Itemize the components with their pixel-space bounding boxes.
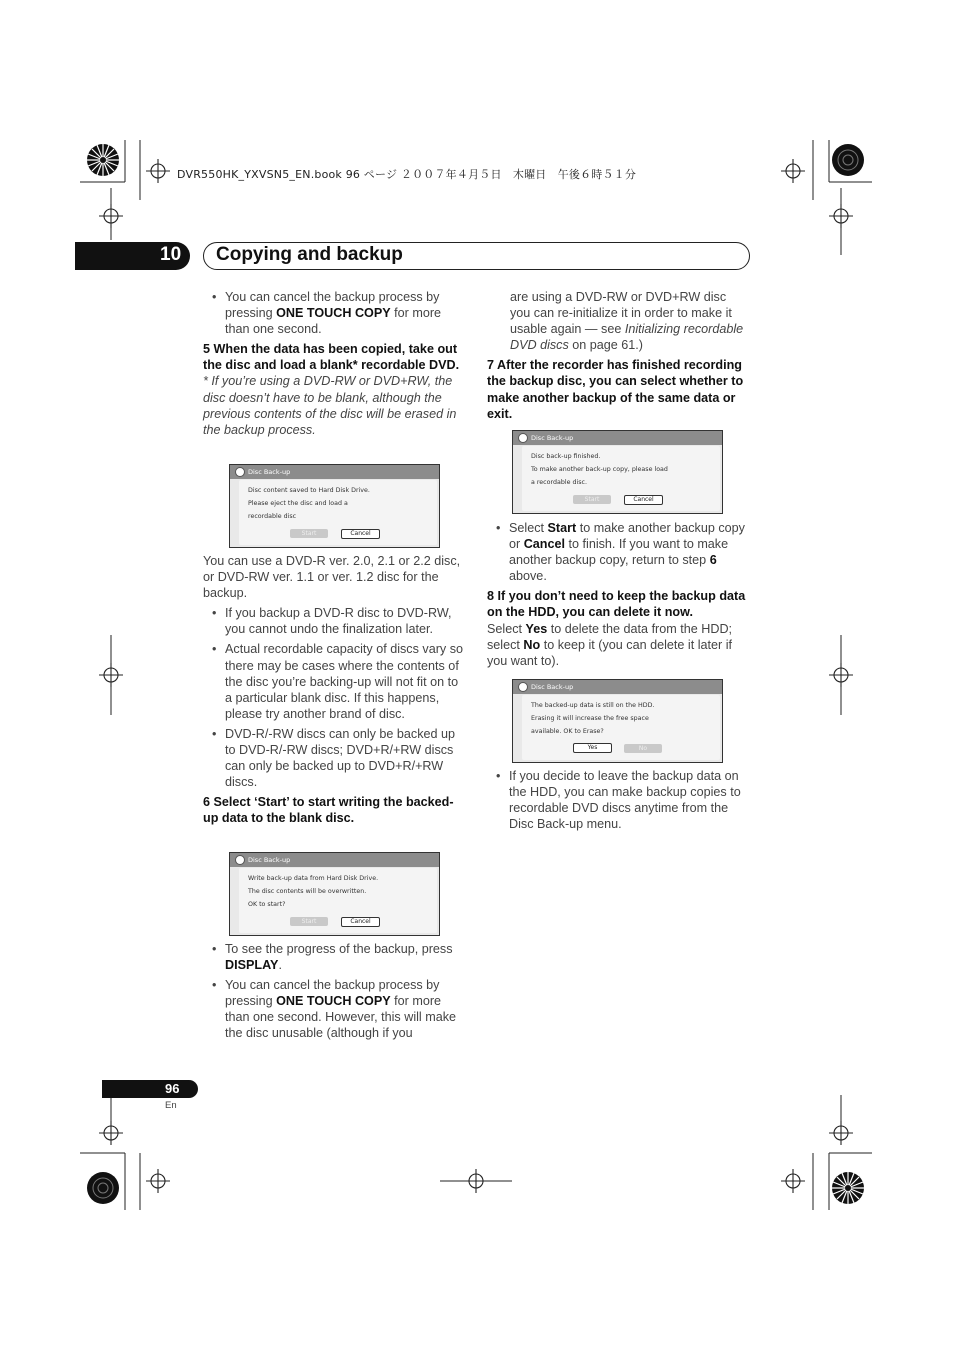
- left-column-bottom: [203, 941, 467, 1042]
- disc-icon: [235, 855, 245, 865]
- bullet-display: • To see the progress of the backup, press DISPLAY.: [203, 941, 467, 973]
- screen-disc-backup-1: [229, 464, 440, 548]
- screen-disc-backup-4: [512, 679, 723, 763]
- bullet-start-cancel: • Select Start to make another backup copy or Cancel to finish. If you want to make another backup copy, return to step 6 above.: [487, 520, 749, 584]
- right-column-top: [487, 289, 749, 422]
- screen-line: Disc content saved to Hard Disk Drive.: [248, 487, 370, 494]
- chapter-title: Copying and backup: [216, 244, 403, 265]
- print-header: DVR550HK_YXVSN5_EN.book 96 ページ ２００７年４月５日 木曜日 午後６時５１分: [177, 168, 637, 181]
- bullet-cancel-unusable: • You can cancel the backup process by pressing ONE TOUCH COPY for more than one second. However, this will make the disc unusable (although if you: [203, 977, 467, 1041]
- cancel-button[interactable]: Cancel: [624, 495, 663, 505]
- screen-line: To make another back-up copy, please load: [531, 466, 668, 473]
- right-column-middle: [487, 520, 749, 669]
- screen-title: Disc Back-up: [531, 434, 574, 442]
- bullet-finalization: • If you backup a DVD-R disc to DVD-RW, you cannot undo the finalization later.: [203, 605, 467, 637]
- page-number-badge: [102, 1080, 198, 1098]
- screen-line: The backed-up data is still on the HDD.: [531, 702, 655, 709]
- left-column-middle: [203, 553, 467, 827]
- step-5-note: * If you’re using a DVD-RW or DVD+RW, the disc doesn’t have to be blank, although the previous contents of the disc will be erased in the backup process.: [203, 374, 457, 437]
- screen-line: a recordable disc.: [531, 479, 587, 486]
- screen-title: Disc Back-up: [248, 856, 291, 864]
- screen-line: Please eject the disc and load a: [248, 500, 348, 507]
- bullet-disc-types: • DVD-R/-RW discs can only be backed up to DVD-R/-RW discs; DVD+R/+RW discs can only be backed up to DVD+R/+RW discs.: [203, 726, 467, 790]
- step-8-body: Select Yes to delete the data from the HDD; select No to keep it (you can delete it later if you want to).: [487, 621, 733, 668]
- disc-icon: [518, 682, 528, 692]
- screen-line: Write back-up data from Hard Disk Drive.: [248, 875, 379, 882]
- yes-button[interactable]: Yes: [573, 743, 612, 753]
- left-column-top: [203, 289, 465, 438]
- screen-line: OK to start?: [248, 901, 286, 908]
- step-8-heading: 8 If you don’t need to keep the backup data on the HDD, you can delete it now.: [487, 589, 746, 620]
- disc-icon: [235, 467, 245, 477]
- chapter-number: 10: [160, 244, 182, 265]
- start-button[interactable]: Start: [290, 917, 328, 926]
- bullet-capacity: • Actual recordable capacity of discs vary so there may be cases where the contents of the disc you’re backing-up will not fit on to a particular blank disc. If this happens, please try another brand of disc.: [203, 641, 467, 721]
- bullet-leave-backup: • If you decide to leave the backup data on the HDD, you can make backup copies to recordable DVD discs anytime from the Disc Back-up menu.: [487, 768, 749, 832]
- disc-compat-paragraph: You can use a DVD-R ver. 2.0, 2.1 or 2.2 disc, or DVD-RW ver. 1.1 or ver. 1.2 disc for the backup.: [203, 554, 461, 601]
- page-number: 96: [165, 1081, 180, 1096]
- screen-line: Disc back-up finished.: [531, 453, 601, 460]
- bullet-cancel-backup: • You can cancel the backup process by pressing ONE TOUCH COPY for more than one second.: [203, 289, 465, 337]
- start-button[interactable]: Start: [573, 495, 611, 504]
- start-button[interactable]: Start: [290, 529, 328, 538]
- screen-disc-backup-3: [512, 430, 723, 514]
- cancel-button[interactable]: Cancel: [341, 529, 380, 539]
- screen-title: Disc Back-up: [248, 468, 291, 476]
- screen-line: The disc contents will be overwritten.: [248, 888, 367, 895]
- step-7-heading: 7 After the recorder has finished recording the backup disc, you can select whether to make another backup of the same data or exit.: [487, 358, 744, 421]
- screen-line: Erasing it will increase the free space: [531, 715, 649, 722]
- cancel-button[interactable]: Cancel: [341, 917, 380, 927]
- page-language: En: [165, 1100, 177, 1111]
- screen-line: available. OK to Erase?: [531, 728, 604, 735]
- step-5-heading: 5 When the data has been copied, take out the disc and load a blank* recordable DVD.: [203, 342, 460, 373]
- screen-line: recordable disc: [248, 513, 297, 520]
- step-6-heading: 6 Select ‘Start’ to start writing the backed-up data to the blank disc.: [203, 795, 454, 826]
- continued-bullet: are using a DVD-RW or DVD+RW disc you can re-initialize it in order to make it usable again — see Initializing recordable DVD discs on page 61.): [510, 290, 744, 353]
- disc-icon: [518, 433, 528, 443]
- screen-disc-backup-2: [229, 852, 440, 936]
- screen-title: Disc Back-up: [531, 683, 574, 691]
- no-button[interactable]: No: [624, 744, 662, 753]
- right-column-bottom: [487, 768, 749, 832]
